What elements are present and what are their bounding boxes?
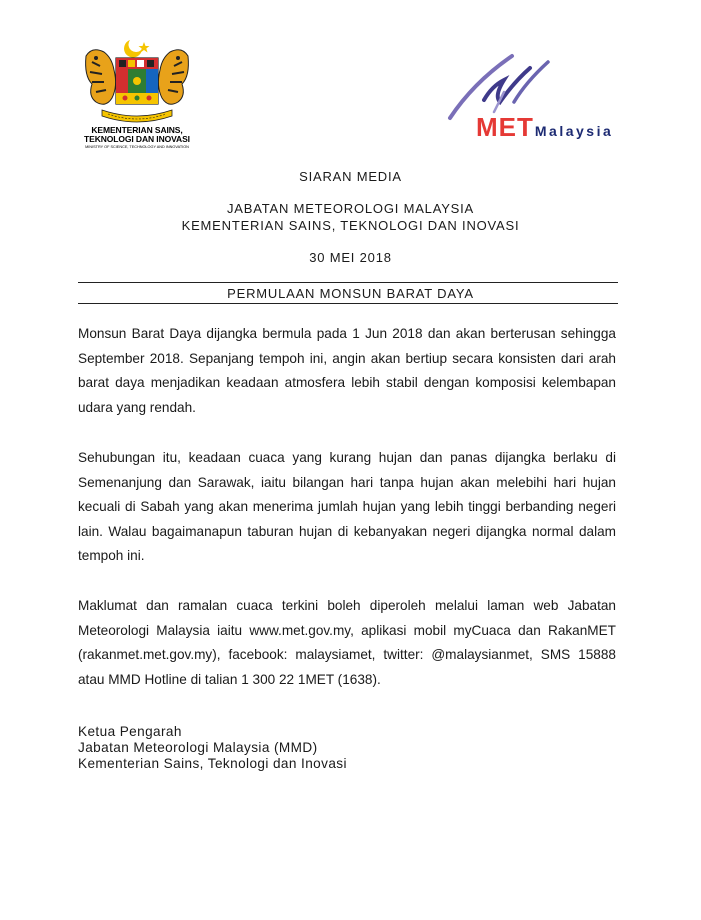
signature-ministry: Kementerian Sains, Teknologi dan Inovasi [78,756,347,771]
ministry-name-line-1: KEMENTERIAN SAINS, [91,125,183,135]
met-logo-wordmark [476,112,613,143]
ministry-name [78,126,196,144]
subject-divider-bottom [78,303,618,304]
body-paragraph-2: Sehubungan itu, keadaan cuaca yang kurang hujan dan panas dijangka berlaku di Semenanjung dan Sarawak, iaitu bilangan hari tanpa hujan akan melebihi hari hujan kecuali di Sabah yang akan menerima jumlah hujan yang lebih tinggi berbanding negeri lain. Walau bagaimanapun taburan hujan di kebanyakan negeri dijangka normal dalam tempoh ini. [78,450,616,563]
met-logo-malaysia: Malaysia [534,123,614,139]
release-date: 30 MEI 2018 [309,250,392,265]
subject-divider-top [78,282,618,283]
ministry-crest-logo [78,36,196,148]
coat-of-arms-icon [78,36,196,126]
ministry-name-english: MINISTRY OF SCIENCE, TECHNOLOGY AND INNOVATION [85,145,189,149]
ministry-name-line-2: TEKNOLOGI DAN INOVASI [84,134,190,144]
subject-heading: PERMULAAN MONSUN BARAT DAYA [227,286,474,301]
body-paragraph-3: Maklumat dan ramalan cuaca terkini boleh diperoleh melalui laman web Jabatan Meteorologi Malaysia iaitu www.met.gov.my, aplikasi mobil myCuaca dan RakanMET (rakanmet.met.gov.my), facebook: malaysiamet, twitter: @malaysianmet, SMS 15888 atau MMD Hotline di talian 1 300 22 1MET (1638). [78,598,616,687]
body-paragraph-1: Monsun Barat Daya dijangka bermula pada 1 Jun 2018 dan akan berterusan sehingga September 2018. Sepanjang tempoh ini, angin akan bertiup secara konsisten dari arah barat daya menjadikan keadaan atmosfera lebih stabil dengan komposisi kelembapan udara yang rendah. [78,326,616,415]
met-logo-met: MET [476,112,534,142]
signature-department: Jabatan Meteorologi Malaysia (MMD) [78,740,318,755]
met-malaysia-logo [444,52,634,144]
ministry-heading: KEMENTERIAN SAINS, TEKNOLOGI DAN INOVASI [181,218,520,233]
signature-title: Ketua Pengarah [78,724,182,739]
department-heading: JABATAN METEOROLOGI MALAYSIA [226,201,475,216]
release-type: SIARAN MEDIA [299,169,402,184]
